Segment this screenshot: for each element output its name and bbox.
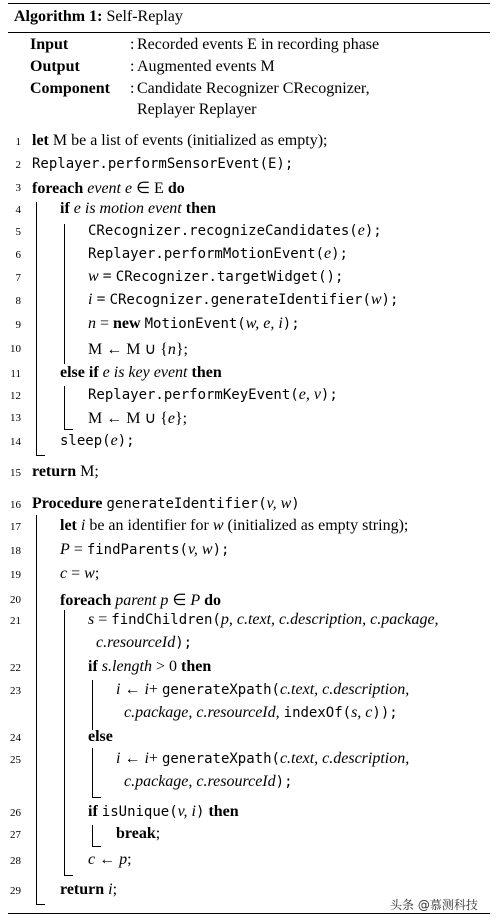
code-text: Replayer.performSensorEvent(E); bbox=[32, 156, 294, 172]
line-number: 15 bbox=[10, 467, 21, 479]
if-unique-bar-end bbox=[92, 846, 101, 847]
output-text: Augmented events M bbox=[137, 58, 275, 75]
bottom-rule bbox=[8, 913, 490, 914]
line-number: 1 bbox=[15, 136, 21, 148]
code-text: if isUnique(v, i) then bbox=[88, 803, 239, 820]
line-number: 7 bbox=[15, 272, 21, 284]
code-text: let M be a list of events (initialized as empty); bbox=[32, 132, 328, 149]
if-motion-bar bbox=[64, 224, 65, 364]
input-colon: : bbox=[130, 36, 135, 53]
else-bar bbox=[92, 748, 93, 798]
code-text: foreach parent p ∈ P do bbox=[60, 592, 222, 609]
component-colon: : bbox=[130, 80, 135, 97]
watermark: 头条 @慕测科技 bbox=[390, 898, 478, 912]
else-bar-end bbox=[92, 797, 101, 798]
foreach-bar-end bbox=[36, 455, 45, 456]
code-text: s = findChildren(p, c.text, c.description, c.package, bbox=[88, 611, 439, 628]
code-text: sleep(e); bbox=[60, 432, 135, 449]
line-number: 5 bbox=[15, 226, 21, 238]
code-text: c = w; bbox=[60, 565, 100, 582]
line-number: 24 bbox=[10, 732, 21, 744]
if-key-bar-end bbox=[64, 429, 73, 430]
line-number: 21 bbox=[10, 615, 21, 627]
line-number: 17 bbox=[10, 521, 21, 533]
if-key-bar bbox=[64, 386, 65, 430]
line-number: 20 bbox=[10, 594, 21, 606]
line-number: 28 bbox=[10, 855, 21, 867]
code-text: Replayer.performKeyEvent(e, v); bbox=[88, 386, 338, 403]
line-number: 6 bbox=[15, 249, 21, 261]
code-text: if e is motion event then bbox=[60, 200, 216, 217]
code-text: i = CRecognizer.generateIdentifier(w); bbox=[88, 291, 399, 308]
component-text-1: Candidate Recognizer CRecognizer, bbox=[137, 80, 370, 97]
algorithm-title bbox=[14, 8, 183, 26]
code-text: else bbox=[88, 728, 113, 745]
foreach-parent-bar-end bbox=[64, 875, 73, 876]
code-text: foreach event e ∈ E do bbox=[32, 180, 185, 197]
code-text: else if e is key event then bbox=[60, 364, 222, 381]
line-number: 19 bbox=[10, 569, 21, 581]
header-rule bbox=[8, 32, 490, 33]
code-text: n = new MotionEvent(w, e, i); bbox=[88, 315, 300, 332]
code-text: i ← i+ generateXpath(c.text, c.description, bbox=[116, 750, 410, 767]
code-text: return M; bbox=[32, 463, 99, 480]
code-text: if s.length > 0 then bbox=[88, 658, 212, 675]
line-number: 4 bbox=[15, 204, 21, 216]
if-length-bar bbox=[92, 680, 93, 730]
line-number: 3 bbox=[15, 182, 21, 194]
line-number: 11 bbox=[10, 368, 21, 380]
line-number: 26 bbox=[10, 807, 21, 819]
procedure-bar bbox=[36, 515, 37, 905]
component-text-2: Replayer Replayer bbox=[137, 101, 257, 118]
code-text: break; bbox=[116, 825, 161, 842]
procedure-bar-end bbox=[36, 904, 45, 905]
line-number: 25 bbox=[10, 754, 21, 766]
input-text: Recorded events E in recording phase bbox=[137, 36, 380, 53]
line-number: 16 bbox=[10, 499, 21, 511]
line-number: 9 bbox=[15, 319, 21, 331]
component-label: Component bbox=[30, 80, 111, 97]
code-text: Procedure generateIdentifier(v, w) bbox=[32, 495, 300, 512]
if-unique-bar bbox=[92, 825, 93, 847]
code-text: P = findParents(v, w); bbox=[60, 541, 230, 558]
foreach-parent-bar bbox=[64, 610, 65, 876]
output-label: Output bbox=[30, 58, 80, 75]
line-number: 8 bbox=[15, 295, 21, 307]
code-text: c.package, c.resourceId); bbox=[124, 773, 293, 790]
code-text: return i; bbox=[60, 881, 118, 898]
line-number: 29 bbox=[10, 885, 21, 897]
algorithm-label: Algorithm 1: bbox=[14, 8, 103, 25]
code-text: let i be an identifier for w (initialized as empty string); bbox=[60, 517, 409, 534]
code-text: M ← M ∪ {e}; bbox=[88, 410, 188, 427]
line-number: 22 bbox=[10, 662, 21, 674]
top-rule bbox=[8, 3, 490, 4]
code-text: w = CRecognizer.targetWidget(); bbox=[88, 268, 344, 285]
line-number: 10 bbox=[10, 343, 21, 355]
line-number: 2 bbox=[15, 159, 21, 171]
line-number: 23 bbox=[10, 685, 21, 697]
output-colon: : bbox=[130, 58, 135, 75]
code-text: i ← i+ generateXpath(c.text, c.description, bbox=[116, 681, 410, 698]
code-text: c.resourceId); bbox=[96, 634, 193, 651]
code-text: M ← M ∪ {n}; bbox=[88, 341, 188, 358]
line-number: 13 bbox=[10, 412, 21, 424]
code-text: c ← p; bbox=[88, 851, 132, 868]
code-text: CRecognizer.recognizeCandidates(e); bbox=[88, 222, 382, 239]
code-text: c.package, c.resourceId, indexOf(s, c)); bbox=[124, 704, 398, 721]
line-number: 14 bbox=[10, 436, 21, 448]
line-number: 18 bbox=[10, 545, 21, 557]
code-text: Replayer.performMotionEvent(e); bbox=[88, 245, 348, 262]
algorithm-name: Self-Replay bbox=[106, 8, 183, 25]
input-label: Input bbox=[30, 36, 69, 53]
foreach-bar bbox=[36, 202, 37, 456]
line-number: 12 bbox=[10, 390, 21, 402]
line-number: 27 bbox=[10, 829, 21, 841]
